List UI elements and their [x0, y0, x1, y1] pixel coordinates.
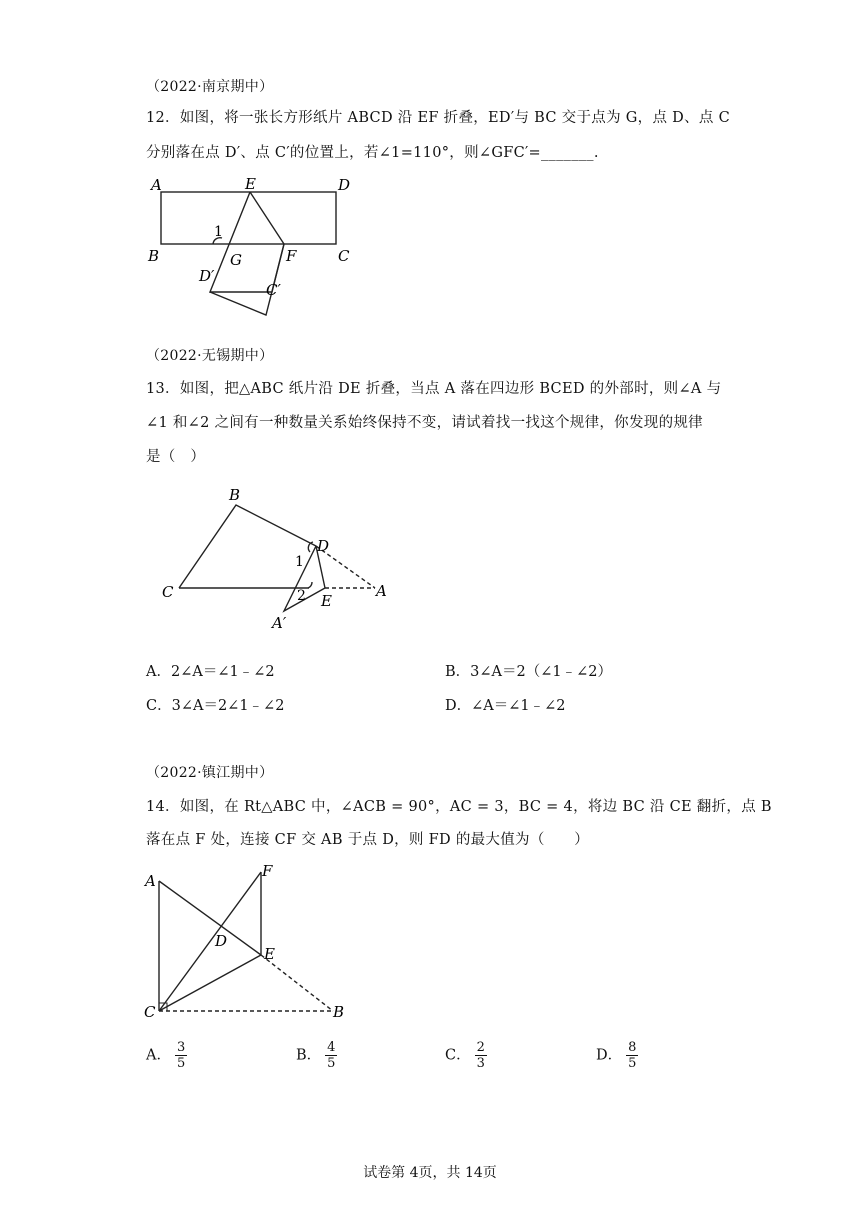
q14-option-a-letter: A．: [146, 1047, 171, 1064]
q12-label-E: E: [245, 175, 256, 193]
q14-source: （2022·镇江期中）: [146, 765, 274, 781]
q14-label-A: A: [145, 872, 156, 890]
q13-text-line1: 13．如图，把△ABC 纸片沿 DE 折叠，当点 A 落在四边形 BCED 的外部时，则∠A 与: [146, 381, 722, 397]
q14-option-b: [296, 1040, 337, 1071]
q13-label-A: A: [376, 582, 387, 600]
q12-label-D-prime: D′: [199, 267, 215, 285]
q14-option-a: [146, 1040, 187, 1071]
q14-option-c: [445, 1040, 487, 1071]
q14-option-b-fraction: $\frac{4}{5}$: [327, 1040, 336, 1071]
q14-line-ce: [159, 955, 261, 1011]
q14-option-d-fraction: $\frac{8}{5}$: [628, 1040, 637, 1071]
q13-label-A-prime: A′: [272, 614, 287, 632]
q12-label-D: D: [338, 176, 351, 194]
q13-label-angle-2: 2: [297, 588, 306, 604]
q13-label-E: E: [321, 592, 332, 610]
q13-label-C: C: [162, 583, 174, 601]
q14-dashed-eb: [261, 955, 333, 1011]
q12-text-line2: 分别落在点 D′、点 C′的位置上，若∠1=110°，则∠GFC′=_______.: [146, 145, 599, 161]
q14-label-C: C: [144, 1003, 156, 1021]
q12-text-line1: 12．如图，将一张长方形纸片 ABCD 沿 EF 折叠，ED′与 BC 交于点为 G，点 D、点 C: [146, 110, 731, 126]
q14-text-line2: 落在点 F 处，连接 CF 交 AB 于点 D，则 FD 的最大值为（ ）: [146, 832, 590, 848]
q14-option-d: [596, 1040, 638, 1071]
q14-text-line1: 14．如图，在 Rt△ABC 中，∠ACB = 90°，AC = 3，BC = 4，将边 BC 沿 CE 翻折，点 B: [146, 799, 772, 815]
q14-label-D: D: [215, 932, 228, 950]
q14-option-d-letter: D．: [596, 1047, 623, 1064]
q12-label-angle-1: 1: [214, 224, 223, 240]
q12-source: （2022·南京期中）: [146, 79, 274, 95]
q14-option-a-fraction: $\frac{3}{5}$: [176, 1040, 186, 1071]
q14-option-c-letter: C．: [445, 1047, 471, 1064]
q13-option-d: D．∠A＝∠1﹣∠2: [445, 698, 566, 714]
q14-option-b-letter: B．: [296, 1047, 322, 1064]
q14-label-F: F: [262, 862, 273, 880]
q13-option-b: B．3∠A＝2（∠1﹣∠2）: [445, 664, 612, 680]
q13-option-c: C．3∠A＝2∠1﹣∠2: [146, 698, 285, 714]
q12-label-C-prime: C′: [266, 281, 281, 299]
q13-label-angle-1: 1: [295, 554, 304, 570]
q12-label-G: G: [230, 251, 242, 269]
q14-label-B: B: [333, 1003, 345, 1021]
q12-label-F: F: [286, 247, 297, 265]
q12-label-A: A: [151, 176, 162, 194]
q12-label-B: B: [148, 247, 160, 265]
page-footer: 试卷第 4页，共 14页: [363, 1165, 497, 1181]
q13-label-B: B: [229, 486, 241, 504]
q14-option-c-fraction: $\frac{2}{3}$: [476, 1040, 485, 1071]
q13-text-line2: ∠1 和∠2 之间有一种数量关系始终保持不变，请试着找一找这个规律，你发现的规律: [146, 415, 703, 431]
q13-label-D: D: [317, 537, 330, 555]
q14-label-E: E: [264, 945, 275, 963]
q12-label-C: C: [338, 247, 350, 265]
q13-text-line3: 是（ ）: [146, 449, 206, 465]
q13-option-a: A．2∠A＝∠1﹣∠2: [146, 664, 275, 680]
q13-source: （2022·无锡期中）: [146, 348, 274, 364]
